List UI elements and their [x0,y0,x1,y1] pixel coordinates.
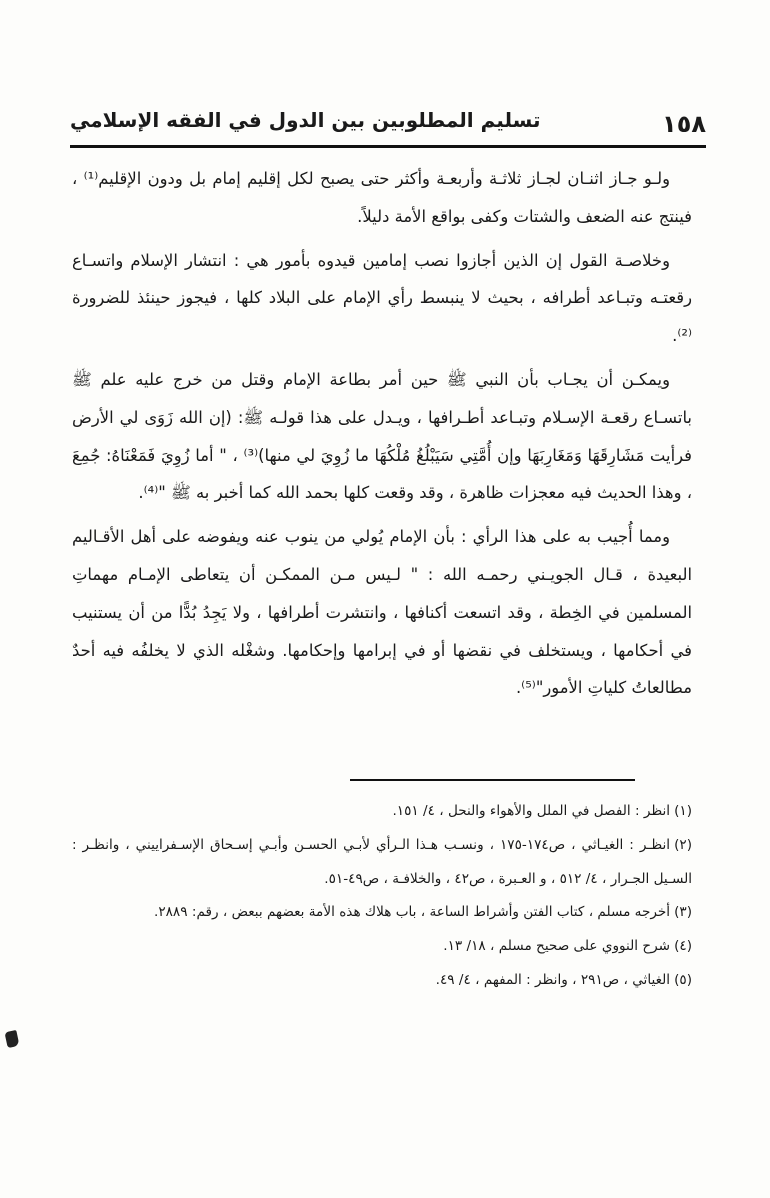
running-title: تسليم المطلوبين بين الدول في الفقه الإسلامي [70,108,541,132]
footnote-text: الغياثي ، ص٢٩١ ، وانظر : المفهم ، ٤/ ٤٩. [435,971,671,988]
footnote-separator [350,779,635,781]
footnote-number: (٣) [674,904,692,921]
footnotes [72,795,692,998]
paragraph-4: ومما أُجيب به على هذا الرأي : بأن الإمام يُولي من ينوب عنه ويفوضه على أهل الأقـاليم البعيدة ، قـال الجويـني رحمـه الله : " لـيس مـن الممكـن أن يتعاطى الإمـام مهماتِ المسلمين في الخِطة ، وقد اتسعت أكنافها ، وانتشرت أطرافها ، ولا يَجِدُ بُدًّا من أن يستنيب في أحكامها ، ويستخلف في نقضها أو في إبرامها وإحكامها. وشغْله الذي لا يخلفُه فيه أحدٌ مطالعاتُ كلياتِ الأمور"⁽⁵⁾. [72,527,692,698]
paragraph-1: ولـو جـاز اثنـان لجـاز ثلاثـة وأربعـة وأكثر حتى يصبح لكل إقليم إمام بل ودون الإقليم⁽¹⁾ ، فينتج عنه الضعف والشتات وكفى بواقع الأمة دليلاً. [72,169,692,226]
footnote-5 [72,964,692,998]
footnote-4 [72,930,692,964]
footnote-number: (٤) [674,938,692,955]
footnote-text: انظـر : الغيـاثي ، ص١٧٤-١٧٥ ، ونسـب هـذا الـرأي لأبـي الحسـن وأبـي إسـحاق الإسـفراييني ، وانظـر : السـيل الجـرار ، ٤/ ٥١٢ ، و العـبرة ، ص٤٢ ، والخلافـة ، ص٤٩-٥١. [72,836,692,887]
footnote-1 [72,795,692,829]
main-text [72,160,692,713]
paragraph-3: ويمكـن أن يجـاب بأن النبي ﷺ حين أمر بطاعة الإمام وقتل من خرج عليه علم ﷺ باتسـاع رقعـة الإسـلام وتبـاعد أطـرافها ، ويـدل على هذا قولـه ﷺ: (إن الله زَوَى لي الأرض فرأيت مَشَارِقَهَا وَمَغَارِبَهَا وإن أُمَّتِي سَيَبْلُغُ مُلْكُهَا ما زُوِيَ لي منها)⁽³⁾ ، " أما زُوِيَ فَمَعْنَاهُ: جُمِعَ ، وهذا الحديث فيه معجزات ظاهرة ، وقد وقعت كلها بحمد الله كما أخبر به ﷺ "⁽⁴⁾. [72,369,693,503]
footnote-2 [72,829,692,897]
footnote-text: أخرجه مسلم ، كتاب الفتن وأشراط الساعة ، باب هلاك هذه الأمة بعضهم ببعض ، رقم: ٢٨٨٩. [154,904,671,921]
page-number: ١٥٨ [662,110,706,138]
footnote-3 [72,896,692,930]
footnote-text: انظر : الفصل في الملل والأهواء والنحل ، ٤/ ١٥١. [392,803,671,819]
footnote-number: (١) [674,803,692,819]
header-rule [70,145,706,148]
footnote-number: (٥) [674,971,692,988]
scan-speck [4,1030,19,1048]
paragraph-2: وخلاصـة القول إن الذين أجازوا نصب إمامين قيدوه بأمور هي : انتشار الإسلام واتسـاع رقعتـه وتبـاعد أطرافه ، بحيث لا ينبسط رأي الإمام على البلاد كلها ، فيجوز حينئذ للضرورة ⁽²⁾. [72,250,692,346]
footnote-text: شرح النووي على صحيح مسلم ، ١٨/ ١٣. [443,938,671,955]
footnote-number: (٢) [674,836,692,853]
page-header [70,104,706,144]
